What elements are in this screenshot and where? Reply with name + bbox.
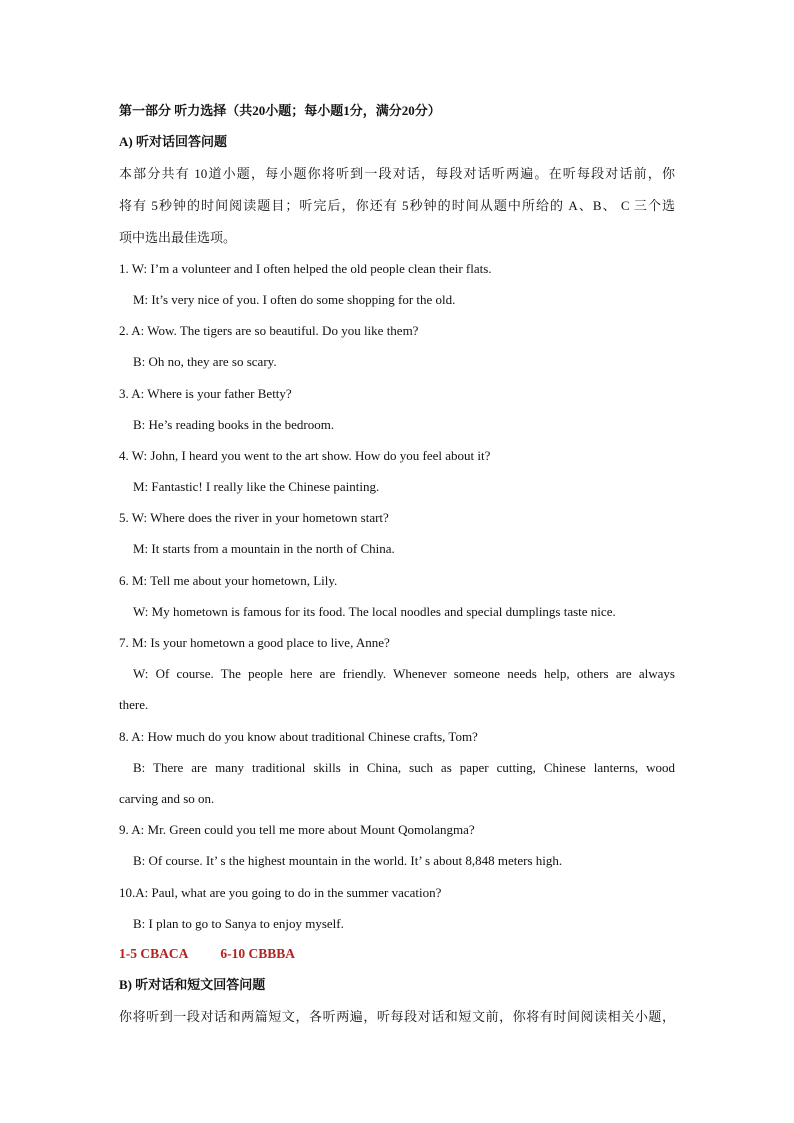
dialogue-5-answer: M: It starts from a mountain in the north of China. [133, 541, 395, 556]
dialogue-1-answer: M: It’s very nice of you. I often do some shopping for the old. [133, 292, 456, 307]
answer-key [119, 946, 675, 962]
dialogue-2-answer: B: Oh no, they are so scary. [133, 354, 277, 369]
dialogue-8-answer-continued: carving and so on. [119, 791, 215, 806]
dialogue-5-question: 5. W: Where does the river in your hometown start? [119, 510, 389, 525]
dialogue-7-question: 7. M: Is your hometown a good place to live, Anne? [119, 635, 390, 650]
dialogue-3-question: 3. A: Where is your father Betty? [119, 386, 292, 401]
dialogue-3-answer: B: He’s reading books in the bedroom. [133, 417, 335, 432]
dialogue-10-question: 10.A: Paul, what are you going to do in the summer vacation? [119, 885, 442, 900]
dialogue-7-answer: W: Of course. The people here are friendly. Whenever someone needs help, others are always [133, 666, 675, 681]
part-a-instructions-line-2: 将有 5秒钟的时间阅读题目；听完后，你还有 5秒钟的时间从题中所给的 A、B、 C 三个选 [119, 198, 675, 213]
dialogue-8-answer: B: There are many traditional skills in China, such as paper cutting, Chinese lanterns, wood [133, 760, 675, 775]
part-a-instructions-line-3: 项中选出最佳选项。 [119, 230, 237, 245]
section-title: 第一部分 听力选择（共20小题；每小题1分，满分20分） [119, 103, 441, 118]
answer-key-1-5: 1-5 CBACA [119, 946, 189, 961]
dialogue-10-answer: B: I plan to go to Sanya to enjoy myself. [133, 916, 344, 931]
dialogue-4-answer: M: Fantastic! I really like the Chinese painting. [133, 479, 380, 494]
dialogue-1-question: 1. W: I’m a volunteer and I often helped the old people clean their flats. [119, 261, 492, 276]
dialogue-4-question: 4. W: John, I heard you went to the art show. How do you feel about it? [119, 448, 491, 463]
dialogue-6-answer: W: My hometown is famous for its food. The local noodles and special dumplings taste nice. [133, 604, 616, 619]
dialogue-2-question: 2. A: Wow. The tigers are so beautiful. Do you like them? [119, 323, 419, 338]
part-a-heading: A) 听对话回答问题 [119, 134, 227, 149]
dialogue-9-question: 9. A: Mr. Green could you tell me more about Mount Qomolangma? [119, 822, 475, 837]
dialogue-8-question: 8. A: How much do you know about traditional Chinese crafts, Tom? [119, 729, 478, 744]
part-b-heading: B) 听对话和短文回答问题 [119, 977, 266, 992]
dialogue-6-question: 6. M: Tell me about your hometown, Lily. [119, 573, 338, 588]
dialogue-9-answer: B: Of course. It’ s the highest mountain in the world. It’ s about 8,848 meters high. [133, 853, 563, 868]
answer-key-6-10: 6-10 CBBBA [220, 946, 296, 961]
part-b-instructions-line-1: 你将听到一段对话和两篇短文，各听两遍，听每段对话和短文前，你将有时间阅读相关小题， [119, 1009, 675, 1024]
part-a-instructions-line-1: 本部分共有 10道小题，每小题你将听到一段对话，每段对话听两遍。在听每段对话前，你 [119, 166, 675, 181]
dialogue-7-answer-continued: there. [119, 697, 149, 712]
